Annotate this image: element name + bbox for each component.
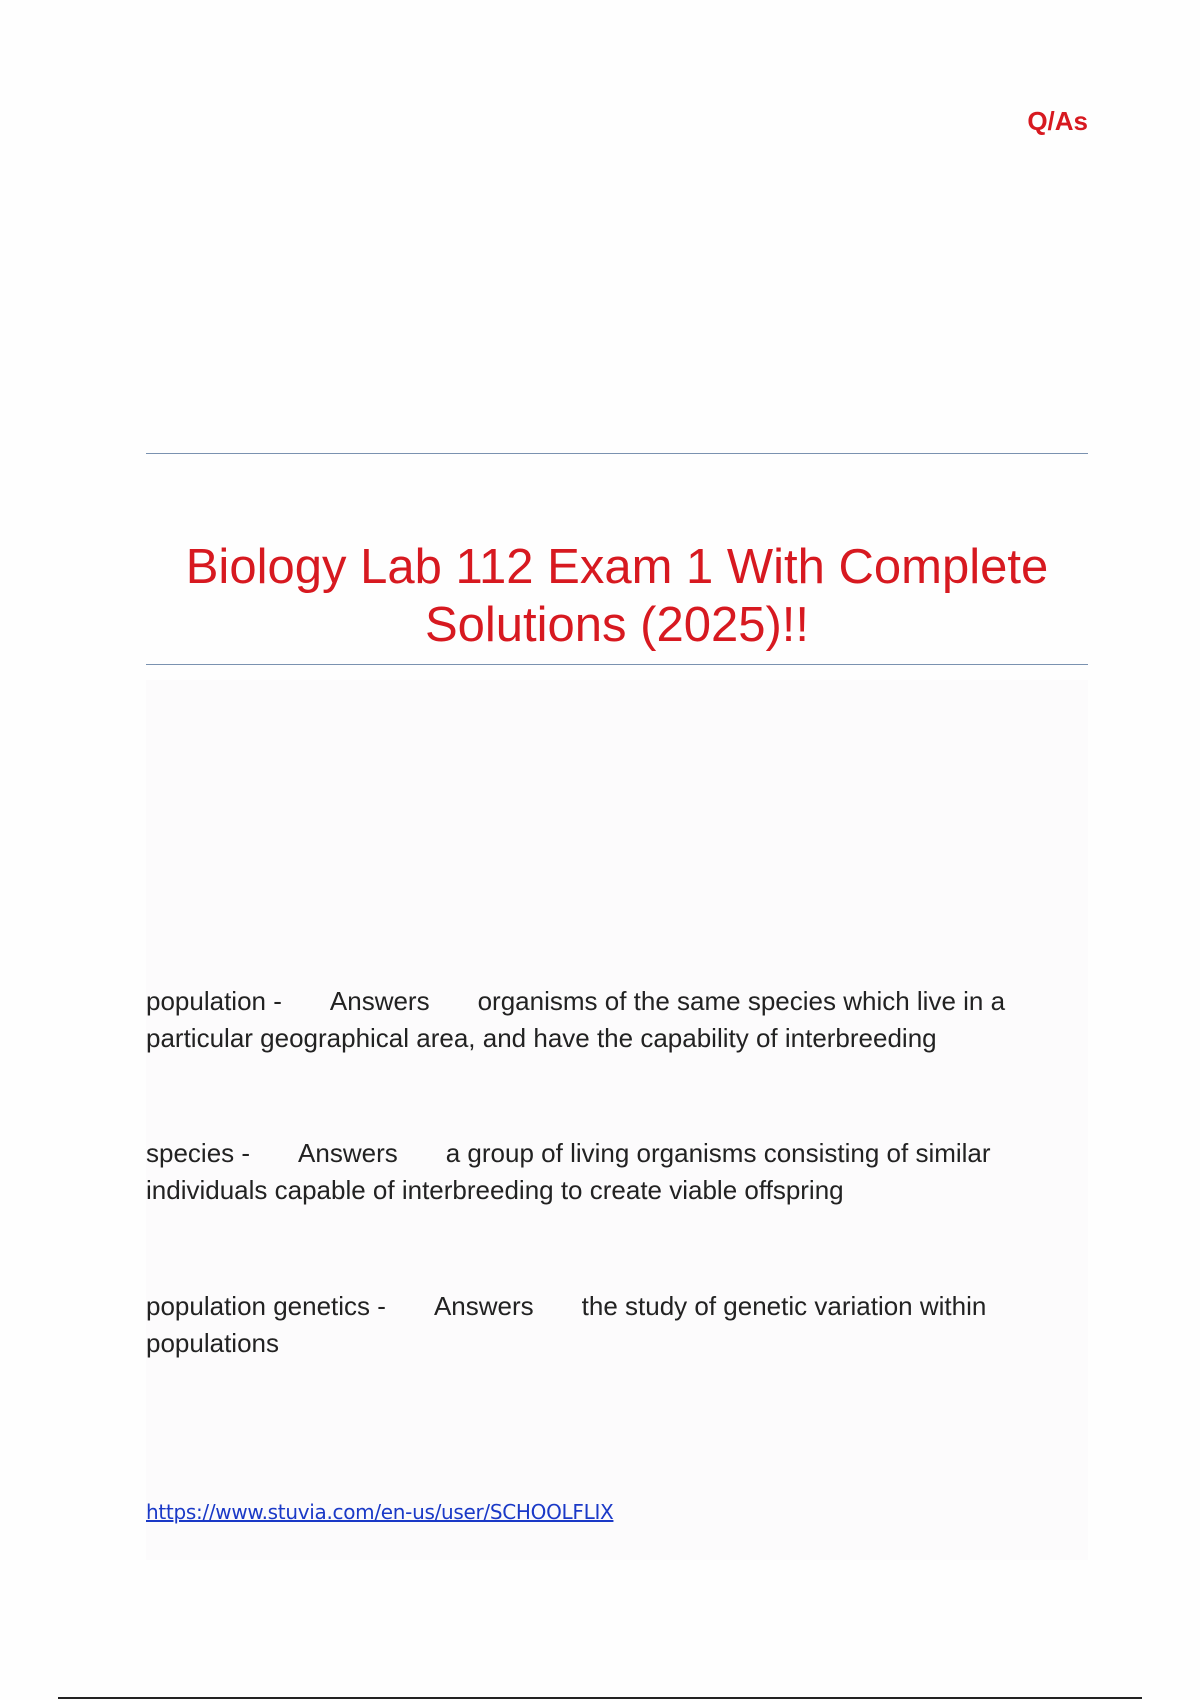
source-link[interactable]: https://www.stuvia.com/en-us/user/SCHOOLFLIX xyxy=(146,1500,614,1524)
qa-item xyxy=(146,1288,1088,1362)
page-footer-rule xyxy=(58,1697,1142,1699)
qa-item xyxy=(146,1135,1088,1209)
qa-answer-label: Answers xyxy=(298,1138,398,1168)
qa-term: population - xyxy=(146,986,282,1016)
content-area xyxy=(146,680,1088,1560)
qa-answer: a group of living organisms consisting of similar individuals capable of interbreeding to create viable offspring xyxy=(146,1138,991,1205)
title-bottom-rule xyxy=(146,664,1088,665)
title-top-rule xyxy=(146,453,1088,454)
qa-header-tag: Q/As xyxy=(1027,106,1088,136)
qa-term: species - xyxy=(146,1138,251,1168)
qa-term: population genetics - xyxy=(146,1291,386,1321)
qa-answer-label: Answers xyxy=(329,986,430,1016)
qa-answer-label: Answers xyxy=(433,1291,534,1321)
document-title: Biology Lab 112 Exam 1 With Complete Solutions (2025)!! xyxy=(185,540,1049,652)
qa-answer: the study of genetic variation within populations xyxy=(146,1291,987,1358)
qa-answer: organisms of the same species which live in a particular geographical area, and have the capability of interbreeding xyxy=(146,986,1006,1053)
qa-item xyxy=(146,983,1088,1057)
